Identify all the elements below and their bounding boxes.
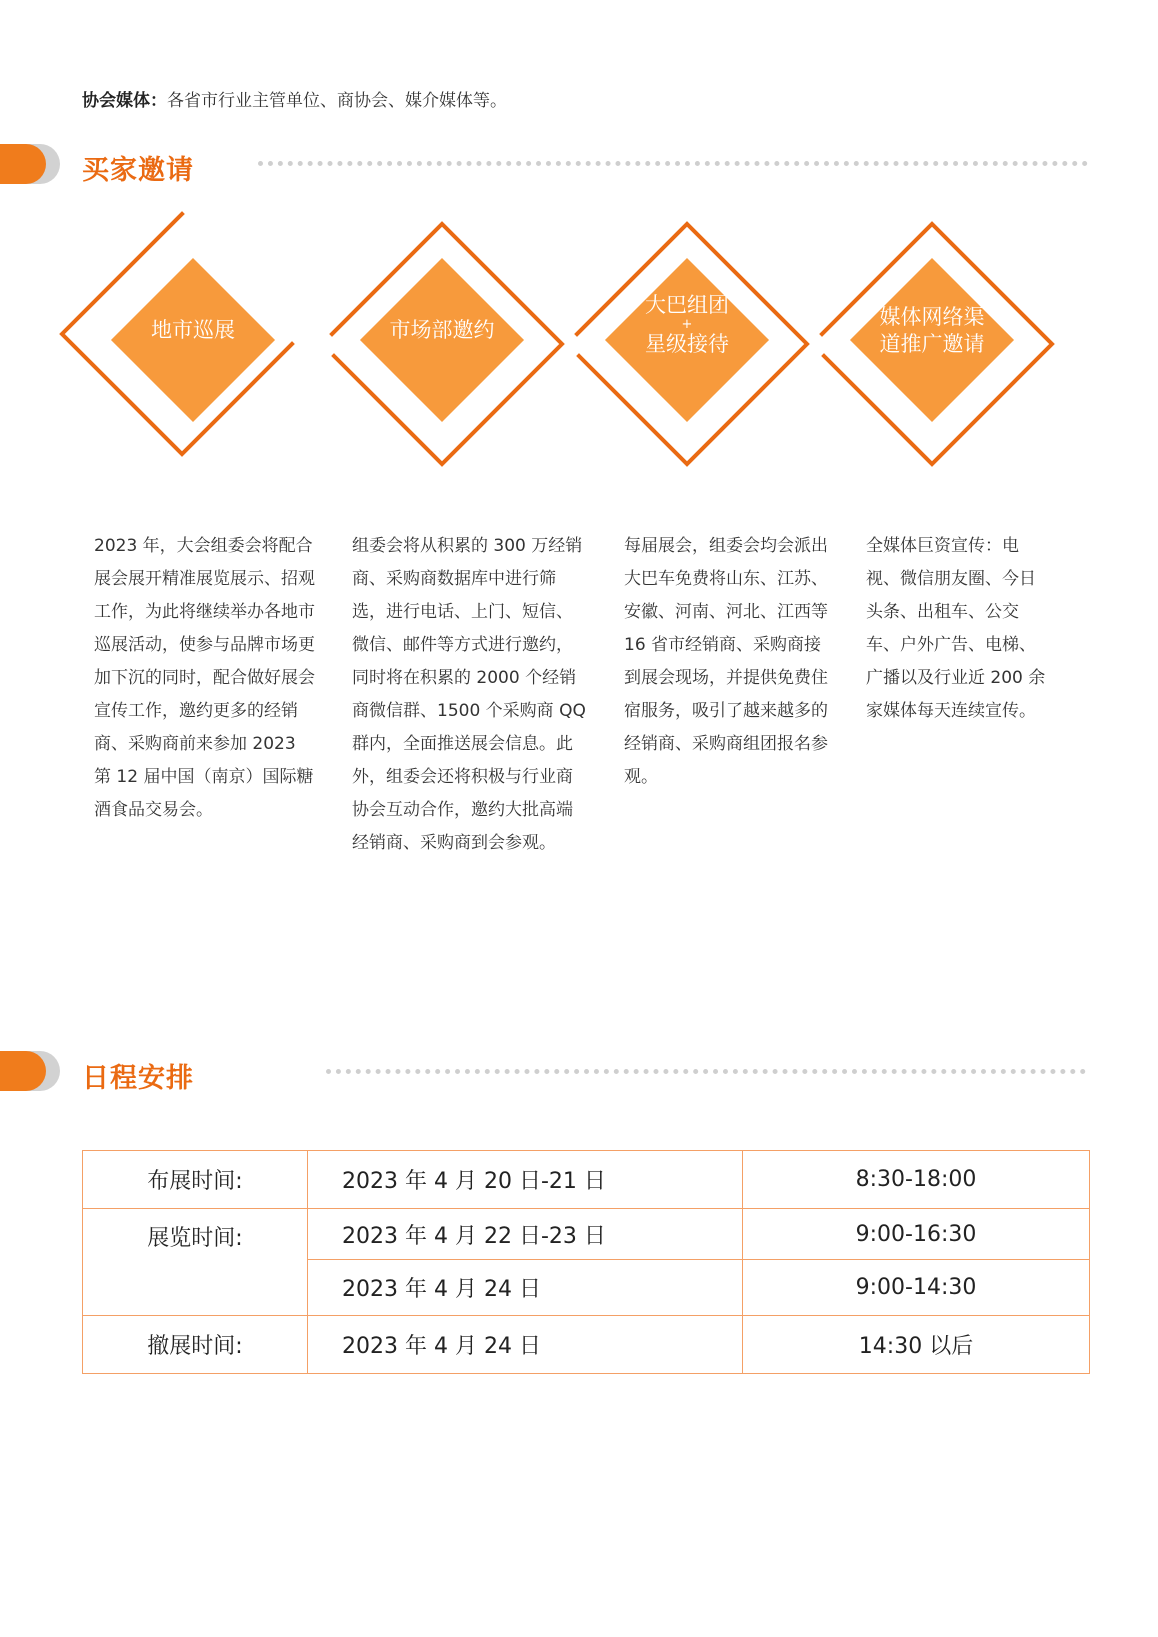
- table-row: [83, 1209, 1090, 1260]
- section-tab-schedule: [0, 1051, 60, 1091]
- intro-line: [82, 86, 507, 111]
- row-time: 8:30-18:00: [743, 1151, 1090, 1209]
- intro-label: 协会媒体：: [82, 91, 167, 111]
- diamond-label-1-line-1: 地市巡展: [151, 318, 235, 342]
- diamond-label-3-plus: +: [681, 317, 693, 332]
- description-1: 2023 年，大会组委会将配合展会展开精准展览展示、招观工作，为此将继续举办各地市巡展活动，使参与品牌市场更加下沉的同时，配合做好展会宣传工作，邀约更多的经销商、采购商前来参加 2023 第 12 届中国（南京）国际糖酒食品交易会。: [94, 536, 315, 820]
- description-3: 每届展会，组委会均会派出大巴车免费将山东、江苏、安徽、河南、河北、江西等 16 省市经销商、采购商接到展会现场，并提供免费住宿服务，吸引了越来越多的经销商、采购商组团报名参观。: [624, 536, 828, 787]
- invite-method-diagram: [0, 210, 1158, 480]
- diamond-label-4-line-1: 媒体网络渠: [879, 305, 985, 329]
- section-title-buyer: 买家邀请: [82, 155, 194, 186]
- diamond-label-2: [342, 317, 542, 344]
- row-date: 2023 年 4 月 24 日: [308, 1316, 743, 1374]
- table-row: [83, 1151, 1090, 1209]
- row-date: 2023 年 4 月 22 日-23 日: [308, 1209, 743, 1260]
- row-date: 2023 年 4 月 24 日: [308, 1260, 743, 1316]
- diamond-label-2-line-1: 市场部邀约: [389, 318, 495, 342]
- section-divider-buyer: [258, 161, 1088, 166]
- row-date: 2023 年 4 月 20 日-21 日: [308, 1151, 743, 1209]
- diamond-label-1: [93, 317, 293, 344]
- row-label: 撤展时间:: [83, 1316, 308, 1374]
- section-tab-buyer: [0, 144, 60, 184]
- diamond-label-4: [832, 304, 1032, 358]
- row-label: 布展时间:: [83, 1151, 308, 1209]
- section-title-schedule: 日程安排: [82, 1063, 194, 1094]
- row-time: 14:30 以后: [743, 1316, 1090, 1374]
- row-time: 9:00-14:30: [743, 1260, 1090, 1316]
- diamond-label-3: [587, 292, 787, 358]
- schedule-table: [82, 1150, 1090, 1374]
- row-time: 9:00-16:30: [743, 1209, 1090, 1260]
- description-2: 组委会将从积累的 300 万经销商、采购商数据库中进行筛选，进行电话、上门、短信、微信、邮件等方式进行邀约，同时将在积累的 2000 个经销商微信群、1500 个采购商 QQ 群内，全面推送展会信息。此外，组委会还将积极与行业商协会互动合作，邀约大批高端经销商、采购商到会参观。: [352, 536, 586, 853]
- diamond-label-4-line-2: 道推广邀请: [879, 332, 985, 356]
- description-4: 全媒体巨资宣传：电视、微信朋友圈、今日头条、出租车、公交车、户外广告、电梯、广播以及行业近 200 余家媒体每天连续宣传。: [866, 536, 1046, 721]
- diamond-label-3-line-1: 大巴组团: [645, 293, 729, 317]
- intro-text: 各省市行业主管单位、商协会、媒介媒体等。: [167, 91, 507, 111]
- section-divider-schedule: [326, 1069, 1086, 1074]
- diamond-label-3-line-2: 星级接待: [645, 332, 729, 356]
- row-label: 展览时间:: [83, 1209, 308, 1316]
- table-row: [83, 1316, 1090, 1374]
